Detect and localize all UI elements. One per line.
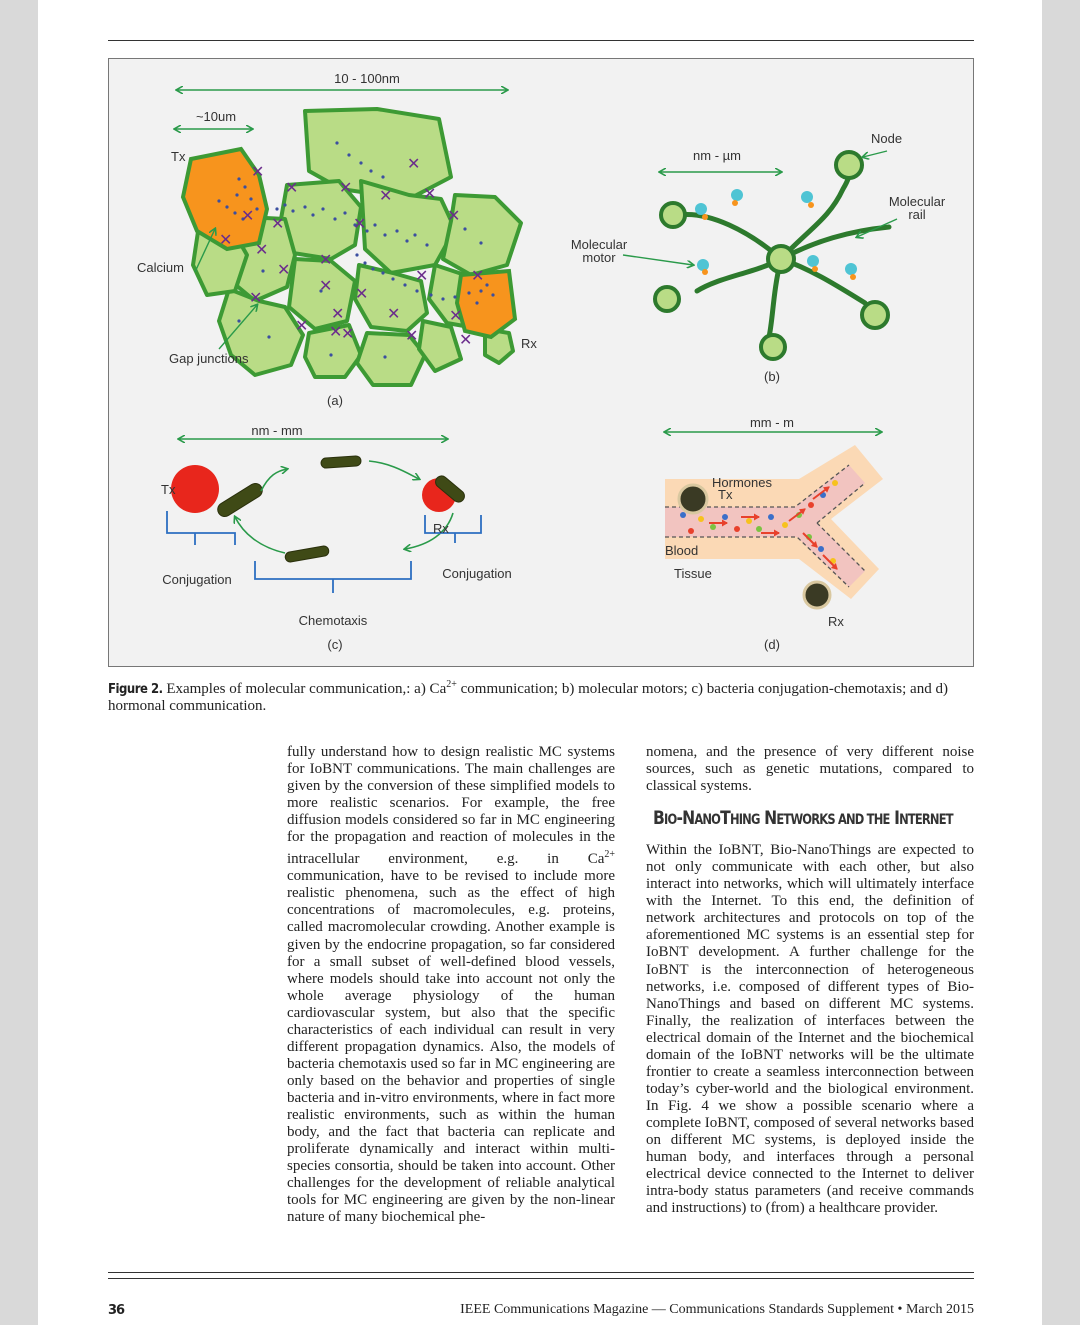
svg-text:✕: ✕ [415,266,429,285]
rail-label-1: Molecular [888,194,946,209]
svg-text:✕: ✕ [319,276,333,295]
svg-text:✕: ✕ [285,178,299,197]
svg-text:✕: ✕ [387,304,401,323]
motor-label-1: Molecular [570,237,628,252]
range-label: mm - m [749,415,795,430]
tx-label: Tx [161,482,176,497]
heading-part: I [889,807,900,830]
panel-a-label: (a) [327,393,343,408]
paragraph: Within the IoBNT, Bio-NanoThings are expected to not only communicate with each other, but also interact into networks, which will ultimately interface with the Internet. To this end, the definition of network architectures and protocols on top of the aforementioned MC systems is an essential step for IoBNT development. A further challenge for the IoBNT is the interconnection of heterogeneous networks, i.e. composed of different types of Bio-NanoThings and based on different MC systems. Finally, the realization of interfaces between the electrical domain of the Internet and the biochemical domain of the IoBNT networks will be the ultimate frontier to create a seamless interconnection between today’s cyber-world and the biological environment. In Fig. 4 we show a possible scenario where a complete IoBNT, composed of several networks based on different MC systems, is deployed inside the human body, and interfaces through a personal electrical device connected to the Internet to deliver intra-body status parameters (and receive commands and instructions) to (from) a healthcare provider. [646,842,974,1217]
motor-pointer [623,255,693,265]
rx-label: Rx [433,521,449,536]
bacteria [215,456,467,563]
svg-text:✕: ✕ [341,324,355,343]
svg-text:✕: ✕ [339,178,353,197]
page [38,0,1042,1325]
figure-caption [108,676,978,715]
svg-text:✕: ✕ [355,284,369,303]
tx-label: Tx [718,487,733,502]
panel-c-label: (c) [327,637,343,652]
page-number: 36 [108,1303,125,1318]
tx-cell [171,465,219,513]
node-label: Node [871,131,903,146]
calcium-label: Calcium [137,260,184,275]
body-column-left [287,744,615,1226]
section-heading [653,807,953,830]
svg-text:✕: ✕ [353,214,367,233]
conjugation-right-label: Conjugation [442,566,512,581]
paragraph: nomena, and the presence of very different noise sources, such as genetic mutations, compared to classical systems. [646,744,974,795]
tx-cell [679,485,707,513]
hormones-label: Hormones [712,475,772,490]
panel-b [571,131,946,384]
blood-label: Blood [665,543,699,558]
heading-part: ETWORKS AND THE [776,812,890,829]
svg-text:✕: ✕ [241,206,255,225]
svg-text:✕: ✕ [405,326,419,345]
tx-label: Tx [171,149,186,164]
heading-part: N [759,807,777,830]
motor-label-2: motor [582,250,616,265]
range-label: nm - mm [251,423,303,438]
heading-part: ANO [694,812,721,829]
svg-text:✕: ✕ [255,240,269,259]
chemotaxis-arrows [235,461,453,553]
running-footer: IEEE Communications Magazine — Communications Standards Supplement • March 2015 [460,1302,974,1317]
heading-part: B [653,807,665,830]
rx-label: Rx [521,336,537,351]
svg-text:✕: ✕ [459,330,473,349]
figure-2 [108,58,974,667]
rail-label-2: rail [908,207,926,222]
heading-part: HING [729,812,760,829]
rx-cell [804,582,830,608]
figure-caption-superscript: 2+ [446,679,457,690]
svg-text:✕: ✕ [251,162,265,181]
svg-text:✕: ✕ [471,266,485,285]
scale-label: ~10um [195,109,237,124]
svg-text:✕: ✕ [271,214,285,233]
paragraph-text: communication, have to be revised to include more realistic phenomena, such as the effect of high concentrations of macromolecules, e.g. proteins, called macromolecular crowding. Another example is given by the endocrine propagation, so far considered for a small subset of well-defined blood vessels, where models should take into account not only the whole average physiology of the human cardiovascular system, but also that the specific characteristics of each individual can result in very different propagation dynamics. Also, the models of bacteria chemotaxis used so far in MC engineering are only based on the behavior and properties of single bacteria and in-vitro environments, where in fact more realistic environments, such as within the human body, and the fact that bacteria can replicate and proliferate dynamically and interact within multi-species consortia, should be taken into account. Other challenges for the development of reliable analytical tools for MC engineering are given by the non-linear nature of many biochemical phe- [287,868,615,1226]
svg-text:✕: ✕ [319,250,333,269]
svg-text:✕: ✕ [329,322,343,341]
figure-caption-label: Figure 2. [108,682,163,697]
node-pointer [863,151,887,157]
svg-text:✕: ✕ [331,304,345,323]
chemotaxis-label: Chemotaxis [298,613,368,628]
heading-part: -N [676,807,695,830]
range-label: nm - µm [693,148,741,163]
gap-junctions-label: Gap junctions [169,351,249,366]
conjugation-left-label: Conjugation [162,572,232,587]
panel-a [137,71,537,408]
range-label: 10 - 100nm [334,71,400,86]
svg-text:✕: ✕ [407,154,421,173]
svg-text:✕: ✕ [449,306,463,325]
rx-label: Rx [828,614,844,629]
rx-cell [457,271,515,337]
panel-d [665,415,883,652]
svg-text:✕: ✕ [295,316,309,335]
panel-c [161,423,512,652]
panel-b-label: (b) [764,369,780,384]
svg-text:✕: ✕ [379,186,393,205]
svg-text:✕: ✕ [219,230,233,249]
top-rule [108,40,974,41]
body-column-right [646,744,974,1217]
tissue-label: Tissue [674,566,712,581]
footer-rule-2 [108,1278,974,1279]
superscript: 2+ [604,849,615,861]
panel-d-label: (d) [764,637,780,652]
figure-caption-text-1: Examples of molecular communication,: a) Ca [162,681,447,697]
heading-part: NTERNET [899,812,953,829]
footer-rule-1 [108,1272,974,1273]
heading-part: T [720,807,730,830]
figure-caption-text-2: communication; b) molecular motors; c) bacteria conjugation-chemotaxis; and d) hormonal communication. [108,681,948,714]
svg-text:✕: ✕ [249,288,263,307]
heading-part: IO [664,812,677,829]
svg-text:✕: ✕ [277,260,291,279]
paragraph [287,744,615,1226]
svg-text:✕: ✕ [447,206,461,225]
svg-text:✕: ✕ [423,184,437,203]
paragraph-text: fully understand how to design realistic MC systems for IoBNT communications. The main challenges are given by the conversion of these simplified models to more realistic scenarios. For example, the free diffusion models considered so far in MC engineering for the propagation and reaction of molecules in the intracellular environment, e.g. in Ca [287,744,615,868]
